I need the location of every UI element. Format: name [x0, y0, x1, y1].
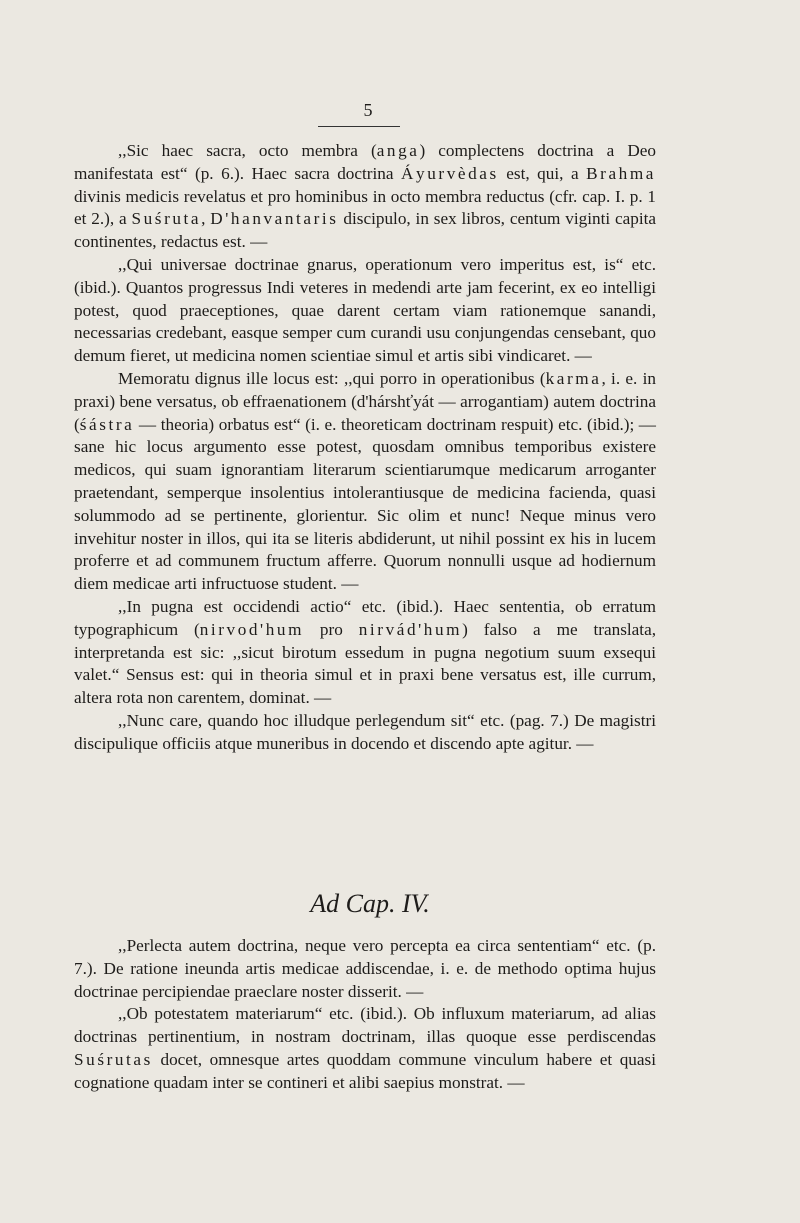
text-run: pro	[304, 619, 359, 639]
spaced-term: D'hanvantaris	[210, 209, 339, 229]
paragraph	[74, 935, 656, 1003]
paragraph	[74, 1003, 656, 1094]
paragraph	[74, 368, 656, 596]
text-run: ,,Nunc care, quando hoc illudque perlegendum sit“ etc. (pag. 7.) De magistri discipulique officiis atque muneribus in docendo et discendo apte agitur. —	[74, 710, 656, 753]
spaced-term: Suśrutas	[74, 1049, 153, 1069]
text-run: docet, omnesque artes quoddam commune vinculum habere et quasi cognatione quadam inter se contineri et alibi saepius monstrat. —	[74, 1049, 656, 1092]
paragraph	[74, 596, 656, 710]
commentary-text-bottom	[74, 935, 656, 1095]
spaced-term: Suśruta	[131, 209, 202, 229]
spaced-term: Brahma	[586, 163, 656, 183]
text-run: divinis medicis revelatus et pro hominibus in octo membra reductus (cfr. cap. I. p. 1 et 2.), a	[74, 186, 656, 229]
spaced-term: Áyurvèdas	[401, 163, 499, 183]
text-run: est, qui, a	[498, 163, 587, 183]
section-heading: Ad Cap. IV.	[310, 889, 430, 918]
page-number-rule	[318, 126, 400, 127]
text-run: ,,Sic haec sacra, octo membra (	[118, 141, 377, 160]
text-run: ,,Qui universae doctrinae gnarus, operationum vero imperitus est, is“ etc. (ibid.). Quantos progressus Indi veteres in medendi arte jam fecerint, ex eo intelligi potest, quod praeceptiones, quae darent certam viam rationemque sanandi, necessarias credebant, easque semper cum curandi usu conjungendas censebant, quo demum fieret, ut medicina nomen scientiae simul et artis sibi vindicaret. —	[74, 254, 656, 366]
text-run: ,,In pugna est occidendi actio“ etc. (ibid.). Haec sententia, ob erratum typographicum (	[74, 596, 656, 639]
page-number: 5	[363, 100, 373, 120]
spaced-term: nirvád'hum	[358, 619, 463, 639]
paragraph	[74, 254, 656, 368]
text-run: ,	[201, 209, 211, 229]
text-run: ,,Ob potestatem materiarum“ etc. (ibid.). Ob influxum materiarum, ad alias doctrinas pertinentium, in nostram doctrinam, illas quoque esse perdiscendas	[74, 1004, 656, 1047]
text-run: , i. e. in praxi) bene versatus, ob effraenationem (d'hárshťyát — arrogantiam) autem doctrina (	[74, 368, 656, 434]
text-run: Memoratu dignus ille locus est: ,,qui porro in operationibus (	[118, 368, 546, 388]
text-run: ) complectens doctrina a Deo manifestata est“ (p. 6.). Haec sacra doctrina	[74, 141, 656, 183]
text-run: ,,Perlecta autem doctrina, neque vero percepta ea circa sententiam“ etc. (p. 7.). De ratione ineunda artis medicae addiscendae, i. e. de methodo optima hujus doctrinae percipiendae praeclare noster disserit. —	[74, 936, 656, 1001]
commentary-text-top	[74, 140, 656, 756]
spaced-term: śástra	[79, 414, 135, 434]
spaced-term: karma	[545, 368, 602, 388]
spaced-term: nirvod'hum	[199, 619, 305, 639]
paragraph	[74, 140, 656, 254]
paragraph	[74, 710, 656, 756]
text-run: discipulo, in sex libros, centum viginti capita continentes, redactus est. —	[74, 209, 657, 252]
text-run: ) falso a me translata, interpretanda est sic: ,,sicut birotum essedum in pugna negotium suum exsequi valet.“ Sensus est: qui in theoria simul et in praxi bene versatus est, ille currum, altera rota non carentem, dominat. —	[74, 619, 656, 708]
text-run: — theoria) orbatus est“ (i. e. theoreticam doctrinam respuit) etc. (ibid.); — sane hic locus argumento esse potest, quosdam omnibus temporibus existere medicos, qui suam ignorantiam literarum scientiarumque medicarum arroganter praetendant, semperque insolentius intolerantiusque de medicina facienda, quasi solummodo ad se pertinente, glorientur. Sic olim et nunc! Neque minus vero invehitur noster in illos, qui ita se literis abdiderunt, ut nihil possint ex his in lucem proferre et ad communem fructum afferre. Quorum nonnulli usque ad hodiernum diem medicae arti infructuose student. —	[74, 414, 656, 594]
spaced-term: anga	[376, 141, 420, 160]
